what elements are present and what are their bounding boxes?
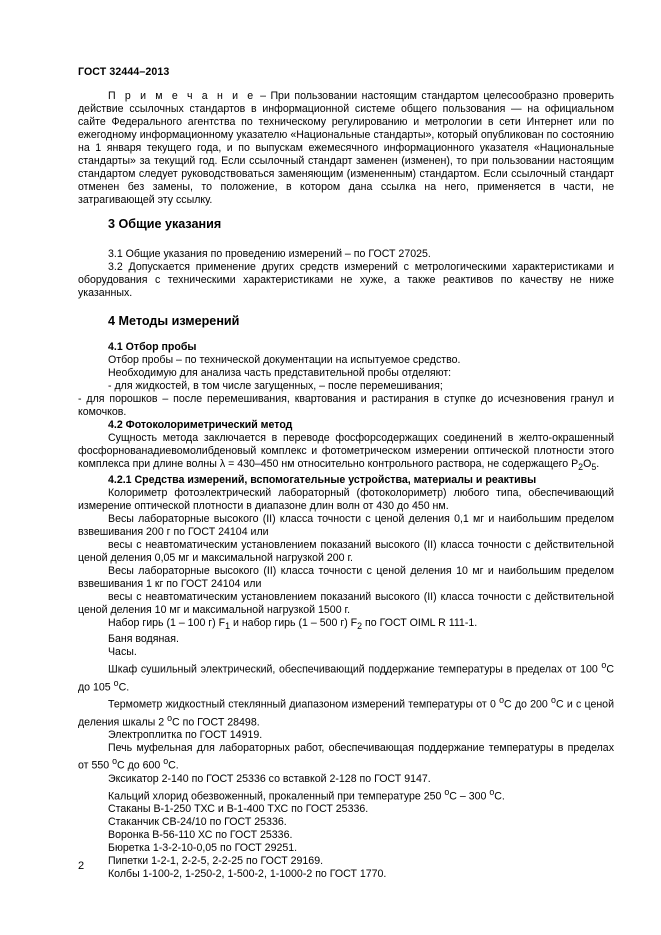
paragraph-4-2-method	[78, 432, 614, 474]
weights-sub-2: 2	[357, 621, 363, 632]
thermo-text-b: С до 200	[503, 698, 552, 711]
item-funnel: Воронка В-56-110 ХС по ГОСТ 25336.	[108, 829, 293, 842]
degree-sign: о	[551, 695, 556, 706]
degree-sign: о	[163, 756, 169, 767]
oven-text-a: Шкаф сушильный электрический, обеспечивающий поддержание температуры в пределах от 100	[108, 663, 602, 676]
item-water-bath: Баня водяная.	[108, 633, 179, 646]
degree-sign: о	[601, 660, 607, 671]
subsection-4-2-1-title: 4.2.1 Средства измерений, вспомогательные устройства, материалы и реактивы	[108, 474, 537, 487]
item-hotplate: Электроплитка по ГОСТ 14919.	[108, 729, 263, 742]
item-weighing-bottle: Стаканчик СВ-24/10 по ГОСТ 25336.	[108, 816, 287, 829]
p2o5-o: O	[583, 458, 592, 470]
weights-sub-1: 1	[225, 621, 231, 632]
method-text: Сущность метода заключается в переводе фосфорсодержащих соединений в желто-окрашенный фосфорнованадиевомолибденовый комплекс и фотометрическом измерении оптической плотности этого комплекса при длине волны λ = 430–450 нм относительно контрольного раствора, не содержащего P	[78, 432, 614, 470]
paragraph-4-1-d: - для порошков – после перемешивания, квартования и растирания в ступке до исчезновения гранул и комочков.	[78, 393, 614, 418]
item-scales-3: Весы лабораторные высокого (II) класса точности с ценой деления 10 мг и наибольшим пределом взвешивания 1 кг по ГОСТ 24104 или	[78, 565, 614, 591]
degree-sign: о	[112, 756, 117, 767]
degree-sign: о	[167, 712, 172, 723]
note-paragraph	[78, 90, 614, 207]
item-beakers: Стаканы В-1-250 ТХС и В-1-400 ТХС по ГОСТ 25336.	[108, 803, 369, 816]
section-4-body	[78, 341, 614, 881]
section-4-heading: 4 Методы измерений	[108, 314, 240, 328]
item-scales-2: весы с неавтоматическим установлением показаний высокого (II) класса точности с действительной ценой деления 0,05 мг и максимальной нагрузкой 200 г.	[78, 539, 614, 565]
paragraph-4-1-a: Отбор пробы – по технической документации на испытуемое средство.	[108, 354, 461, 366]
furnace-text-b: С до 600	[117, 759, 164, 772]
paragraph-4-1-c: - для жидкостей, в том числе загущенных, – после перемешивания;	[108, 380, 443, 392]
item-pipettes: Пипетки 1-2-1, 2-2-5, 2-2-25 по ГОСТ 29169.	[108, 855, 324, 868]
item-scales-1: Весы лабораторные высокого (II) класса точности с ценой деления 0,1 мг и наибольшим пределом взвешивания 200 г по ГОСТ 24104 или	[78, 513, 614, 539]
item-muffle-furnace	[78, 742, 614, 773]
degree-sign: о	[444, 786, 450, 797]
cacl-text-c: С.	[494, 790, 505, 803]
paragraph-3-2: 3.2 Допускается применение других средств измерений с метрологическими характеристиками и оборудования с техническими характеристиками не хуже, а также реактивов по качеству не ниже указанных.	[78, 261, 614, 299]
item-thermometer	[78, 694, 614, 729]
page-number: 2	[78, 860, 85, 872]
item-scales-4: весы с неавтоматическим установлением показаний высокого (II) класса точности с действительной ценой деления 10 мг и максимальной нагрузкой 1500 г.	[78, 591, 614, 617]
section-3-heading: 3 Общие указания	[108, 217, 222, 231]
oven-text-c: С.	[118, 681, 130, 694]
thermo-text-c: С и с ценой деления шкалы 2	[78, 698, 614, 729]
note-block	[78, 90, 614, 207]
cacl-text-a: Кальций хлорид обезвоженный, прокаленный при температуре 250	[108, 790, 445, 803]
weights-text-a: Набор гирь (1 – 100 г) F	[108, 617, 226, 630]
item-flasks: Колбы 1-100-2, 1-250-2, 1-500-2, 1-1000-2 по ГОСТ 1770.	[108, 868, 387, 881]
subsection-4-1-title: 4.1 Отбор пробы	[108, 341, 197, 353]
item-weights	[78, 617, 614, 633]
standard-code-header: ГОСТ 32444–2013	[78, 66, 170, 78]
note-label: П р и м е ч а н и е	[108, 90, 256, 102]
furnace-text-a: Печь муфельная для лабораторных работ, обеспечивающая поддержание температуры в пределах от 550	[78, 742, 614, 772]
cacl-text-b: С – 300	[449, 790, 490, 803]
paragraph-3-1: 3.1 Общие указания по проведению измерений – по ГОСТ 27025.	[108, 248, 431, 260]
item-calcium-chloride	[78, 786, 614, 804]
method-end: .	[596, 458, 600, 470]
paragraph-4-1-b: Необходимую для анализа часть представительной пробы отделяют:	[108, 367, 452, 379]
section-3-body	[78, 248, 614, 300]
note-text: – При пользовании настоящим стандартом целесообразно проверить действие ссылочных стандартов в информационной системе общего пользования — на официальном сайте Федерального агентства по техническому регулированию и метрологии в сети Интернет или по ежегодному информационному указателю «Национальные стандарты», который опубликован по состоянию на 1 января текущего года, и по выпускам ежемесячного информационного указателя «Национальные стандарты» за текущий год. Если ссылочный стандарт заменен (изменен), то при пользовании настоящим стандартом следует руководствоваться заменяющим (измененным) стандартом. Если ссылочный стандарт отменен без замены, то положение, в котором дана ссылка на него, применяется в части, не затрагивающей эту ссылку.	[78, 90, 614, 206]
degree-sign: о	[113, 677, 119, 688]
thermo-text-a: Термометр жидкостный стеклянный диапазоном измерений температуры от 0	[108, 698, 500, 711]
subsection-4-2-title: 4.2 Фотоколориметрический метод	[108, 419, 293, 431]
thermo-text-d: С по ГОСТ 28498.	[172, 716, 260, 729]
item-drying-oven	[78, 659, 614, 694]
oven-text-b: С до 105	[78, 663, 614, 694]
p2o5-sub-2: 2	[578, 462, 584, 473]
item-burette: Бюретка 1-3-2-10-0,05 по ГОСТ 29251.	[108, 842, 298, 855]
weights-text-b: и набор гирь (1 – 500 г) F	[230, 617, 358, 630]
item-desiccator: Эксикатор 2-140 по ГОСТ 25336 со вставкой 2-128 по ГОСТ 9147.	[108, 772, 431, 785]
item-clock: Часы.	[108, 646, 137, 659]
item-colorimeter: Колориметр фотоэлектрический лабораторный (фотоколориметр) любого типа, обеспечивающий измерение оптической плотности в диапазоне длин волн от 430 до 450 нм.	[78, 487, 614, 513]
p2o5-sub-5: 5	[591, 462, 597, 473]
weights-text-c: по ГОСТ OIML R 111-1.	[362, 617, 478, 630]
degree-sign: о	[489, 786, 495, 797]
degree-sign: о	[499, 695, 504, 706]
furnace-text-c: С.	[168, 759, 179, 772]
